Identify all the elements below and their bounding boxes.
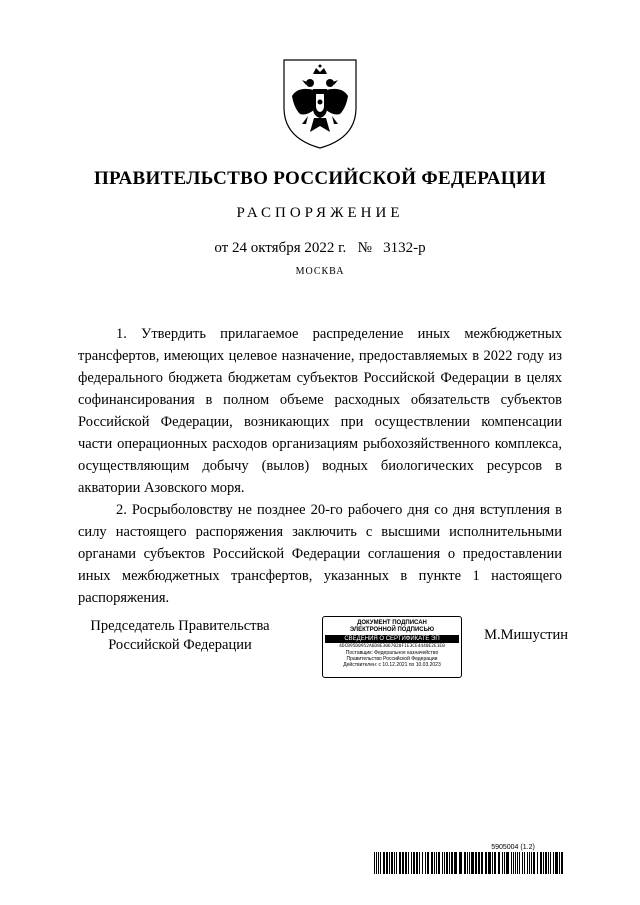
barcode-bar	[444, 852, 445, 874]
barcode-bar	[527, 852, 528, 874]
barcode-bar	[529, 852, 530, 874]
barcode-bar	[383, 852, 385, 874]
barcode-bar	[498, 852, 500, 874]
barcode-bar	[451, 852, 453, 874]
barcode-bar	[537, 852, 538, 874]
barcode-bar	[485, 852, 487, 874]
barcode-bar	[519, 852, 520, 874]
barcode-bar	[396, 852, 397, 874]
barcode-bar	[416, 852, 418, 874]
number-sign: №	[357, 240, 372, 256]
stamp-line-1: ДОКУМЕНТ ПОДПИСАН	[357, 620, 427, 626]
barcode-bar	[411, 852, 412, 874]
position-line-1: Председатель Правительства	[90, 618, 270, 634]
electronic-signature-stamp	[322, 616, 462, 678]
barcode-bar	[374, 852, 375, 874]
barcode-bar	[436, 852, 437, 874]
barcode-bar	[550, 852, 551, 874]
barcode-bar	[391, 852, 393, 874]
barcode-bar	[378, 852, 379, 874]
barcode-bar	[515, 852, 516, 874]
barcode-bar	[555, 852, 558, 874]
barcode-icon	[374, 852, 566, 874]
government-title: ПРАВИТЕЛЬСТВО РОССИЙСКОЙ ФЕДЕРАЦИИ	[93, 168, 547, 189]
barcode-bar	[559, 852, 560, 874]
signatory-name: М.Мишустин	[484, 627, 568, 643]
barcode-bar	[524, 852, 525, 874]
paragraph-2: 2. Росрыболовству не позднее 20-го рабочего дня со дня вступления в силу настоящего распоряжения заключить с высшими исполнительными органами субъектов Российской Федерации соглашения о предоставлении иных межбюджетных трансфертов, указанных в пункте 1 настоящего распоряжения.	[78, 502, 562, 606]
signatory-position	[80, 617, 280, 655]
barcode-bar	[522, 852, 523, 874]
date-number-line	[0, 240, 640, 257]
barcode-bar	[402, 852, 404, 874]
barcode-bar	[488, 852, 491, 874]
validity: Действителен: с 10.12.2021 по 10.03.2023	[343, 662, 441, 668]
barcode-bar	[376, 852, 377, 874]
stamp-line-3: СВЕДЕНИЯ О СЕРТИФИКАТЕ ЭП	[325, 635, 459, 643]
barcode-bar	[502, 852, 503, 874]
document-internal-number: 5905004 (1.2)	[491, 844, 535, 851]
barcode-bar	[434, 852, 435, 874]
barcode-bar	[464, 852, 466, 874]
barcode-bar	[405, 852, 407, 874]
barcode-bar	[459, 852, 462, 874]
barcode-bar	[553, 852, 554, 874]
document-number: 3132-р	[383, 240, 426, 256]
barcode-bar	[548, 852, 549, 874]
document-body	[78, 323, 562, 609]
document-date: от 24 октября 2022 г.	[214, 240, 347, 256]
barcode-bar	[446, 852, 448, 874]
barcode-bar	[506, 852, 509, 874]
issuer-line-1: Поставщик: Федеральное казначейство	[345, 650, 439, 656]
barcode-bar	[533, 852, 535, 874]
barcode-bar	[425, 852, 426, 874]
issuer-line-2: Правительство Российской Федерации	[346, 656, 438, 662]
barcode-bar	[399, 852, 401, 874]
barcode-bar	[492, 852, 493, 874]
barcode-bar	[517, 852, 518, 874]
barcode-bar	[389, 852, 390, 874]
russian-coat-of-arms-icon	[280, 56, 360, 150]
barcode-bar	[540, 852, 542, 874]
barcode-bar	[513, 852, 514, 874]
stamp-line-2: ЭЛЕКТРОННОЙ ПОДПИСЬЮ	[349, 627, 435, 633]
barcode-bar	[475, 852, 477, 874]
barcode-bar	[469, 852, 470, 874]
barcode-bar	[545, 852, 547, 874]
barcode-bar	[431, 852, 433, 874]
barcode-bar	[386, 852, 388, 874]
barcode-bar	[427, 852, 429, 874]
barcode-bar	[471, 852, 474, 874]
barcode-bar	[449, 852, 450, 874]
barcode-bar	[408, 852, 409, 874]
barcode-bar	[419, 852, 420, 874]
city: МОСКВА	[295, 266, 345, 277]
barcode-bar	[561, 852, 563, 874]
barcode-bar	[543, 852, 544, 874]
paragraph-1: 1. Утвердить прилагаемое распределение иных межбюджетных трансфертов, имеющих целевое назначение, предоставляемых в 2022 году из федерального бюджета бюджетам субъектов Российской Федерации в целях софинансирования в полном объеме расходных обязательств субъектов Российской Федерации, возникающих при осуществлении компенсации части операционных расходов организациям рыбохозяйственного комплекса, осуществляющим добычу (вылов) водных биологических ресурсов в акватории Азовского моря.	[78, 326, 562, 496]
barcode-bar	[413, 852, 415, 874]
certificate-id: 4DCB95D0952A6D8E3067020F1E3CE4440E2E1E0	[339, 644, 445, 649]
barcode-bar	[531, 852, 532, 874]
barcode-bar	[394, 852, 395, 874]
barcode-bar	[422, 852, 423, 874]
barcode-bar	[504, 852, 505, 874]
position-line-2: Российской Федерации	[108, 637, 252, 653]
barcode-bar	[442, 852, 443, 874]
document-type: РАСПОРЯЖЕНИЕ	[236, 205, 404, 221]
barcode-bar	[454, 852, 457, 874]
barcode-bar	[481, 852, 483, 874]
barcode-bar	[467, 852, 468, 874]
barcode-bar	[511, 852, 512, 874]
barcode-bar	[380, 852, 381, 874]
barcode-bar	[478, 852, 480, 874]
barcode-bar	[494, 852, 496, 874]
barcode-bar	[438, 852, 440, 874]
